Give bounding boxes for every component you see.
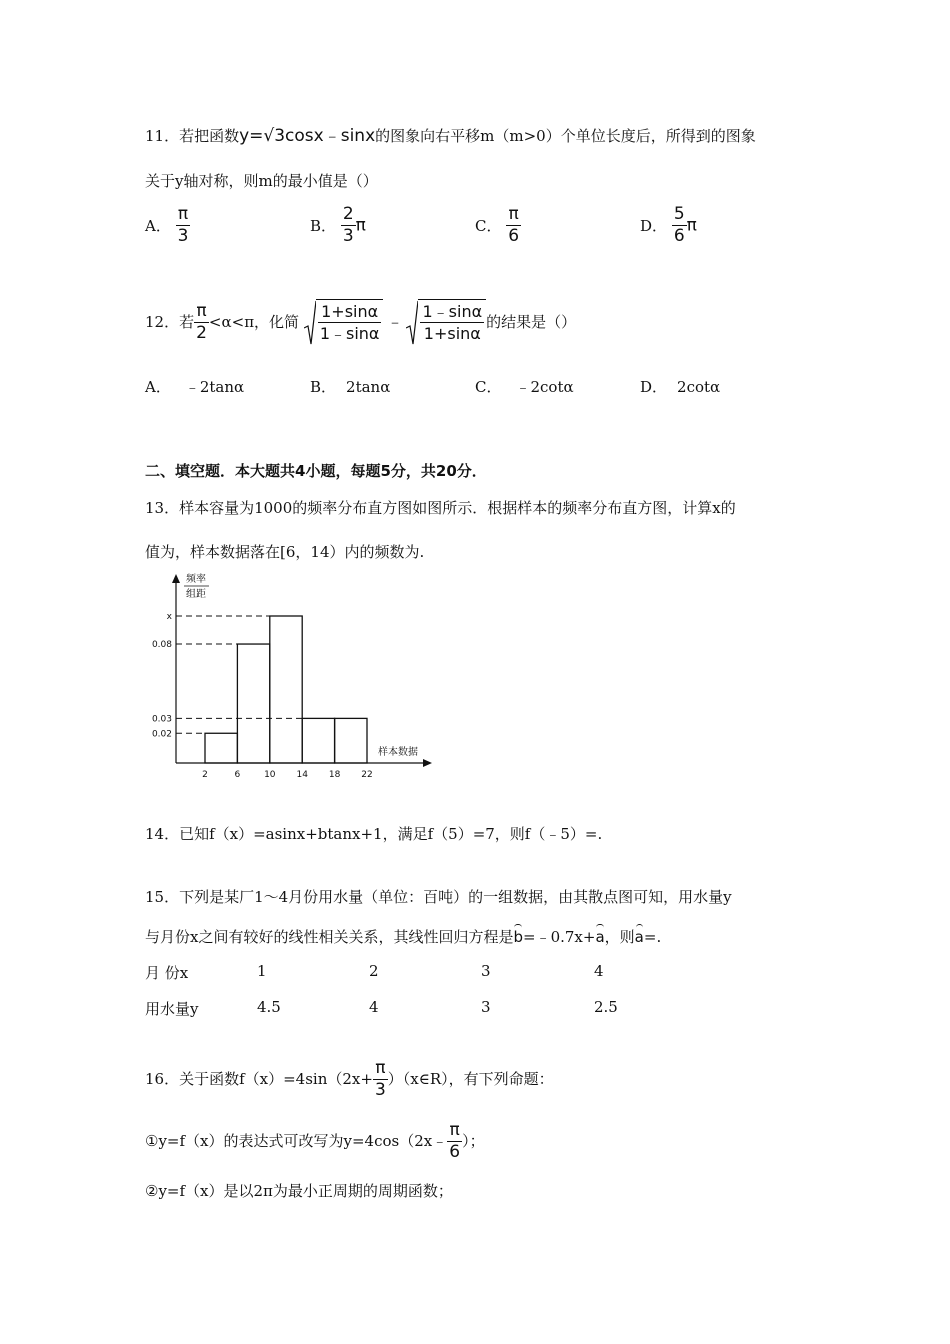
b-hat-symbol: b — [513, 928, 523, 946]
q11-option-d-fraction — [672, 205, 687, 246]
histogram-bar — [237, 644, 269, 763]
q16-p1-text-b: ）； — [462, 1132, 485, 1150]
fraction-numerator: 1+sinα — [321, 302, 379, 321]
option-label: D． — [640, 378, 668, 396]
section-heading: 二、填空题．本大题共4小题，每题5分，共20分． — [145, 462, 487, 480]
q12-minus: ﹣ — [386, 312, 404, 332]
q16-text-a: 16．关于函数f（x）=4sin（2x+ — [145, 1070, 373, 1088]
q12-option-d — [640, 376, 720, 397]
q11-option-b-tail: π — [355, 215, 366, 236]
q15-text-d: =. — [643, 928, 662, 946]
fraction-denominator: 1+sinα — [423, 324, 481, 343]
table-cell: 2.5 — [594, 998, 618, 1016]
table-cell: 3 — [481, 962, 491, 980]
x-tick-label: 22 — [361, 770, 373, 780]
fraction-denominator: 3 — [177, 226, 189, 246]
fraction-denominator: 6 — [449, 1141, 461, 1162]
table-row-label-month: 月 份x — [145, 964, 189, 982]
x-axis-label: 样本数据 — [378, 747, 418, 758]
q12-line1 — [145, 298, 576, 346]
y-tick-label: 0.08 — [151, 640, 172, 651]
fraction-denominator: 1﹣sinα — [319, 324, 380, 343]
option-value: 2tanα — [346, 378, 391, 396]
q14-line1: 14．已知f（x）=asinx+btanx+1，满足f（5）=7，则f（﹣5）=. — [145, 825, 603, 843]
fraction-numerator: 5 — [673, 204, 685, 224]
option-value: 2cotα — [677, 378, 721, 396]
radical-sign-icon — [304, 300, 316, 346]
fraction-numerator: π — [177, 204, 189, 224]
q16-fraction-pi-over-6 — [447, 1121, 462, 1162]
q11-option-a-label: A． — [145, 217, 171, 235]
q12-fraction-pi-over-2 — [194, 302, 209, 343]
q11-text-a: 11．若把函数 — [145, 127, 240, 145]
fraction-numerator: π — [375, 1057, 386, 1078]
table-cell: 4.5 — [257, 998, 281, 1016]
option-label: B． — [310, 378, 337, 396]
q15-line1: 15．下列是某厂1～4月份用水量（单位：百吨）的一组数据，由其散点图可知，用水量y — [145, 888, 732, 906]
q16-line1 — [145, 1056, 554, 1101]
q11-option-b-label: B． — [310, 217, 337, 235]
q11-line2: 关于y轴对称，则m的最小值是（） — [145, 172, 378, 190]
q15-text-b: =﹣0.7x+ — [523, 928, 596, 946]
q11-option-c-label: C． — [475, 217, 502, 235]
q11-option-d — [640, 205, 697, 246]
q11-option-d-label: D． — [640, 217, 668, 235]
q12-text-b: <α<π，化简 — [208, 313, 300, 331]
q12-radical-1 — [304, 299, 384, 346]
table-cell: 2 — [369, 962, 379, 980]
q16-proposition-1 — [145, 1118, 485, 1163]
fraction-numerator: π — [449, 1119, 460, 1140]
fraction-numerator: π — [508, 204, 519, 224]
histogram-bar — [205, 733, 237, 763]
table-cell: 3 — [481, 998, 491, 1016]
q11-text-b: 的图象向右平移m（m>0）个单位长度后，所得到的图象 — [375, 127, 756, 145]
y-axis-arrow-icon — [172, 574, 180, 583]
y-axis-label-bottom: 组距 — [186, 589, 206, 600]
q16-p1-text-a: ①y=f（x）的表达式可改写为y=4cos（2x﹣ — [145, 1132, 448, 1150]
q11-option-d-tail: π — [686, 215, 697, 236]
x-axis-arrow-icon — [423, 759, 432, 767]
x-tick-label: 18 — [328, 770, 341, 780]
frequency-histogram — [140, 572, 440, 787]
q11-formula: y=√3cosx﹣sinx — [239, 126, 376, 146]
q16-fraction-pi-over-3 — [373, 1059, 388, 1100]
q16-text-b: ）（x∈R），有下列命题： — [387, 1070, 554, 1088]
table-cell: 4 — [594, 962, 604, 980]
y-tick-label: x — [166, 612, 172, 622]
q11-option-c-fraction — [506, 205, 521, 246]
fraction-denominator: 2 — [196, 322, 207, 343]
y-tick-label: 0.03 — [151, 714, 172, 725]
table-cell: 4 — [369, 998, 379, 1016]
q15-text-a: 与月份x之间有较好的线性相关关系，其线性回归方程是 — [145, 928, 514, 946]
q13-line1: 13．样本容量为1000的频率分布直方图如图所示．根据样本的频率分布直方图，计算x的 — [145, 499, 736, 517]
table-row-label-water: 用水量y — [145, 1000, 199, 1018]
fraction-denominator: 3 — [342, 226, 354, 246]
table-cell: 1 — [257, 962, 267, 980]
y-axis-label-top: 频率 — [186, 574, 206, 585]
radical-sign-icon — [406, 300, 418, 346]
option-value: ﹣2cotα — [515, 378, 574, 396]
histogram-bar — [270, 616, 302, 763]
q12-text-a: 12．若 — [145, 313, 195, 331]
q12-option-b — [310, 376, 390, 397]
q15-line2 — [145, 927, 661, 947]
q11-option-c — [475, 205, 521, 246]
a-hat-symbol: a — [634, 928, 644, 946]
q12-text-c: 的结果是（） — [486, 313, 577, 331]
q13-line2: 值为，样本数据落在[6，14）内的频数为. — [145, 543, 425, 561]
option-value: ﹣2tanα — [184, 378, 245, 396]
q11-option-b — [310, 205, 366, 246]
a-hat-symbol: a — [595, 928, 605, 946]
q16-proposition-2: ②y=f（x）是以2π为最小正周期的周期函数； — [145, 1182, 453, 1200]
x-tick-label: 6 — [234, 770, 241, 780]
fraction-denominator: 6 — [673, 226, 685, 246]
q12-option-a — [145, 376, 244, 397]
fraction-denominator: 6 — [508, 226, 520, 246]
x-tick-label: 2 — [202, 770, 208, 780]
q15-text-c: ，则 — [604, 928, 635, 946]
q11-line1 — [145, 126, 756, 146]
histogram-bar — [335, 718, 367, 763]
fraction-numerator: 1﹣sinα — [422, 302, 483, 321]
y-tick-label: 0.02 — [151, 729, 172, 740]
fraction-denominator: 3 — [374, 1079, 386, 1100]
x-tick-label: 14 — [296, 770, 308, 780]
q12-option-c — [475, 376, 574, 397]
option-label: A． — [145, 378, 171, 396]
fraction-numerator: π — [196, 300, 207, 321]
q12-radical-2 — [406, 299, 486, 346]
option-label: C． — [475, 378, 502, 396]
histogram-bar — [302, 718, 334, 763]
q11-option-b-fraction — [341, 205, 356, 246]
q11-option-a — [145, 205, 190, 246]
fraction-numerator: 2 — [342, 204, 354, 224]
q11-option-a-fraction — [176, 205, 191, 246]
x-tick-label: 10 — [264, 770, 276, 780]
